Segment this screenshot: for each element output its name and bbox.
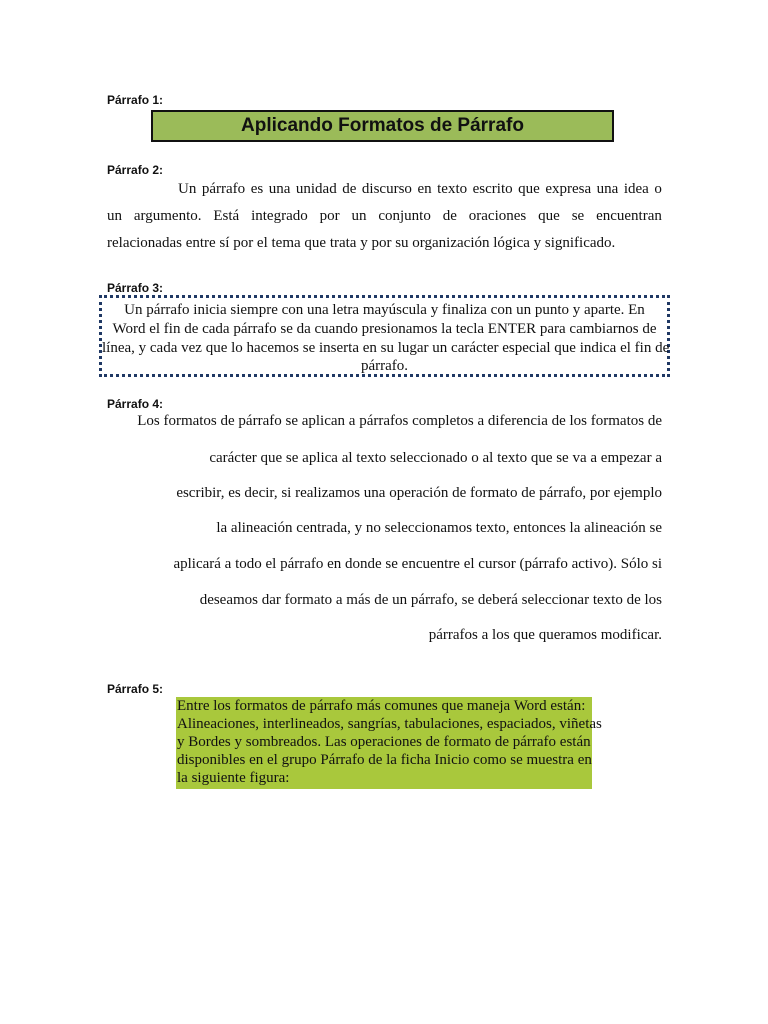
word: en bbox=[417, 181, 432, 197]
word: integrado bbox=[251, 208, 308, 224]
paragraph-4-line: Los formatos de párrafo se aplican a párrafos completos a diferencia de los formatos de bbox=[137, 413, 662, 429]
word: expresa bbox=[545, 181, 592, 197]
word: Está bbox=[213, 208, 240, 224]
paragraph-5-line: la siguiente figura: bbox=[177, 770, 290, 786]
word: que bbox=[538, 208, 560, 224]
paragraph-5-line: Entre los formatos de párrafo más comunes que maneja Word están: bbox=[177, 698, 586, 714]
title-box bbox=[151, 110, 614, 142]
paragraph-3-line: línea, y cada vez que lo hacemos se inserta en su lugar un carácter especial que indica el fin de bbox=[102, 340, 670, 356]
paragraph-5-line: y Bordes y sombreados. Las operaciones de formato de párrafo están bbox=[177, 734, 591, 750]
word: es bbox=[250, 181, 264, 197]
word: oraciones bbox=[468, 208, 527, 224]
paragraph-3-line: Un párrafo inicia siempre con una letra mayúscula y finaliza con un punto y aparte. En bbox=[124, 302, 645, 318]
word: un bbox=[351, 208, 367, 224]
paragraph-4-line: escribir, es decir, si realizamos una operación de formato de párrafo, por ejemplo bbox=[176, 485, 662, 501]
word: discurso bbox=[361, 181, 412, 197]
paragraph-5-line: disponibles en el grupo Párrafo de la ficha Inicio como se muestra en bbox=[177, 752, 592, 768]
word: argumento. bbox=[133, 208, 202, 224]
document-title: Aplicando Formatos de Párrafo bbox=[241, 115, 524, 136]
paragraph-4-label: Párrafo 4: bbox=[107, 397, 164, 411]
word: una bbox=[268, 181, 291, 197]
word: o bbox=[654, 181, 662, 197]
paragraph-5-highlight-box bbox=[176, 697, 602, 789]
word: se bbox=[571, 208, 585, 224]
word: que bbox=[518, 181, 540, 197]
paragraph-4-line: aplicará a todo el párrafo en donde se encuentre el cursor (párrafo activo). Sólo si bbox=[173, 556, 662, 572]
paragraph-2-line bbox=[178, 181, 662, 198]
word: unidad bbox=[295, 181, 337, 197]
word: idea bbox=[623, 181, 649, 197]
paragraph-3-line: Word el fin de cada párrafo se da cuando presionamos la tecla ENTER para cambiarnos de bbox=[112, 321, 657, 337]
word: escrito bbox=[472, 181, 513, 197]
word: Un bbox=[178, 181, 197, 197]
paragraph-4-line: párrafos a los que queramos modificar. bbox=[428, 627, 662, 643]
word: un bbox=[107, 208, 122, 224]
paragraph-2-line: relacionadas entre sí por el tema que trata y por su organización lógica y significado. bbox=[107, 235, 616, 251]
paragraph-2-line bbox=[107, 208, 662, 225]
paragraph-5-line: Alineaciones, interlineados, sangrías, tabulaciones, espaciados, viñetas bbox=[177, 716, 602, 732]
word: de bbox=[442, 208, 457, 224]
paragraph-1-label: Párrafo 1: bbox=[107, 93, 164, 107]
paragraph-2-label: Párrafo 2: bbox=[107, 163, 164, 177]
paragraph-5-label: Párrafo 5: bbox=[107, 682, 164, 696]
paragraph-4-line: deseamos dar formato a más de un párrafo, se deberá seleccionar texto de los bbox=[199, 592, 662, 608]
paragraph-4-line: la alineación centrada, y no seleccionamos texto, entonces la alineación se bbox=[216, 520, 662, 536]
paragraph-3-label: Párrafo 3: bbox=[107, 281, 164, 295]
word: una bbox=[596, 181, 619, 197]
paragraph-3-line: párrafo. bbox=[360, 358, 409, 374]
word: texto bbox=[437, 181, 468, 197]
word: conjunto bbox=[378, 208, 431, 224]
word: párrafo bbox=[201, 181, 246, 197]
paragraph-4-line: carácter que se aplica al texto seleccionado o al texto que se va a empezar a bbox=[209, 450, 662, 466]
word: por bbox=[319, 208, 340, 224]
paragraph-3-bordered-box bbox=[99, 295, 670, 377]
word: encuentran bbox=[596, 208, 662, 224]
word: de bbox=[342, 181, 357, 197]
